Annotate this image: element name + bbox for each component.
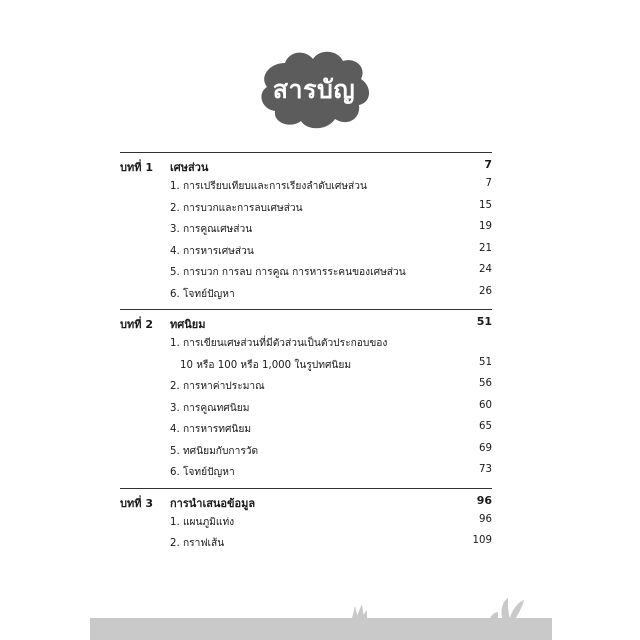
- toc-item: [120, 374, 492, 396]
- item-page: 109: [472, 535, 492, 546]
- item-page: 73: [479, 464, 492, 475]
- item-title: 5. ทศนิยมกับการวัด: [170, 445, 259, 457]
- chapter-page: 7: [484, 158, 492, 171]
- item-title: 10 หรือ 100 หรือ 1,000 ในรูปทศนิยม: [180, 359, 352, 371]
- item-page: 51: [479, 356, 492, 368]
- item-page: 19: [479, 221, 492, 232]
- item-page: 24: [479, 264, 492, 275]
- page-title: สารบัญ: [272, 75, 356, 104]
- footer-band: [90, 618, 552, 640]
- item-title: 1. การเขียนเศษส่วนที่มีตัวส่วนเป็นตัวประกอบของ: [170, 338, 388, 349]
- item-title: 2. การหาค่าประมาณ: [170, 381, 265, 392]
- toc-item: [120, 282, 492, 304]
- chapter-page: 96: [476, 493, 492, 507]
- chapter-title: การนำเสนอข้อมูล: [170, 496, 256, 510]
- toc-item: [120, 510, 492, 532]
- item-title: 6. โจทย์ปัญหา: [170, 467, 235, 478]
- item-title: 3. การคูณเศษส่วน: [170, 224, 253, 235]
- toc-item: [120, 331, 492, 353]
- item-page: 26: [479, 285, 492, 297]
- item-page: 15: [479, 199, 492, 211]
- item-page: 60: [479, 399, 492, 411]
- toc-item: [120, 260, 492, 282]
- item-title: 4. การหารทศนิยม: [170, 424, 252, 435]
- item-title: 4. การหารเศษส่วน: [170, 245, 254, 257]
- chapter-row: [120, 153, 492, 174]
- grass-decoration: [340, 596, 552, 620]
- toc-item: [120, 396, 492, 418]
- item-title: 1. การเปรียบเทียบและการเรียงลำดับเศษส่วน: [170, 181, 367, 192]
- item-title: 3. การคูณทศนิยม: [170, 402, 250, 414]
- item-page: 96: [479, 513, 492, 525]
- item-page: 56: [479, 378, 492, 389]
- chapter-row: [120, 489, 492, 510]
- item-title: 2. การบวกและการลบเศษส่วน: [170, 202, 303, 214]
- toc-item: [120, 239, 492, 261]
- item-title: 2. กราฟเส้น: [170, 538, 225, 549]
- item-title: 5. การบวก การลบ การคูณ การหารระคนของเศษส่วน: [170, 267, 406, 278]
- toc-item: [120, 531, 492, 553]
- chapter-page: 51: [476, 315, 492, 328]
- toc-item: [120, 417, 492, 439]
- toc-item: [120, 217, 492, 239]
- chapter-label: บทที่ 3: [120, 496, 153, 510]
- item-page: 65: [479, 421, 492, 432]
- chapter-row: [120, 310, 492, 331]
- item-title: 1. แผนภูมิแท่ง: [170, 516, 235, 528]
- chapter-title: ทศนิยม: [170, 318, 206, 331]
- item-page: 7: [485, 178, 492, 189]
- toc-item: [120, 174, 492, 196]
- table-of-contents: [120, 152, 492, 553]
- toc-item: [120, 196, 492, 218]
- chapter-label: บทที่ 1: [120, 161, 153, 174]
- chapter-title: เศษส่วน: [170, 161, 209, 174]
- item-title: 6. โจทย์ปัญหา: [170, 288, 235, 300]
- chapter-label: บทที่ 2: [120, 318, 153, 331]
- item-page: 69: [479, 442, 492, 454]
- toc-item: [120, 460, 492, 482]
- toc-item: [120, 439, 492, 461]
- item-page: 21: [479, 242, 492, 254]
- toc-item: [120, 353, 492, 375]
